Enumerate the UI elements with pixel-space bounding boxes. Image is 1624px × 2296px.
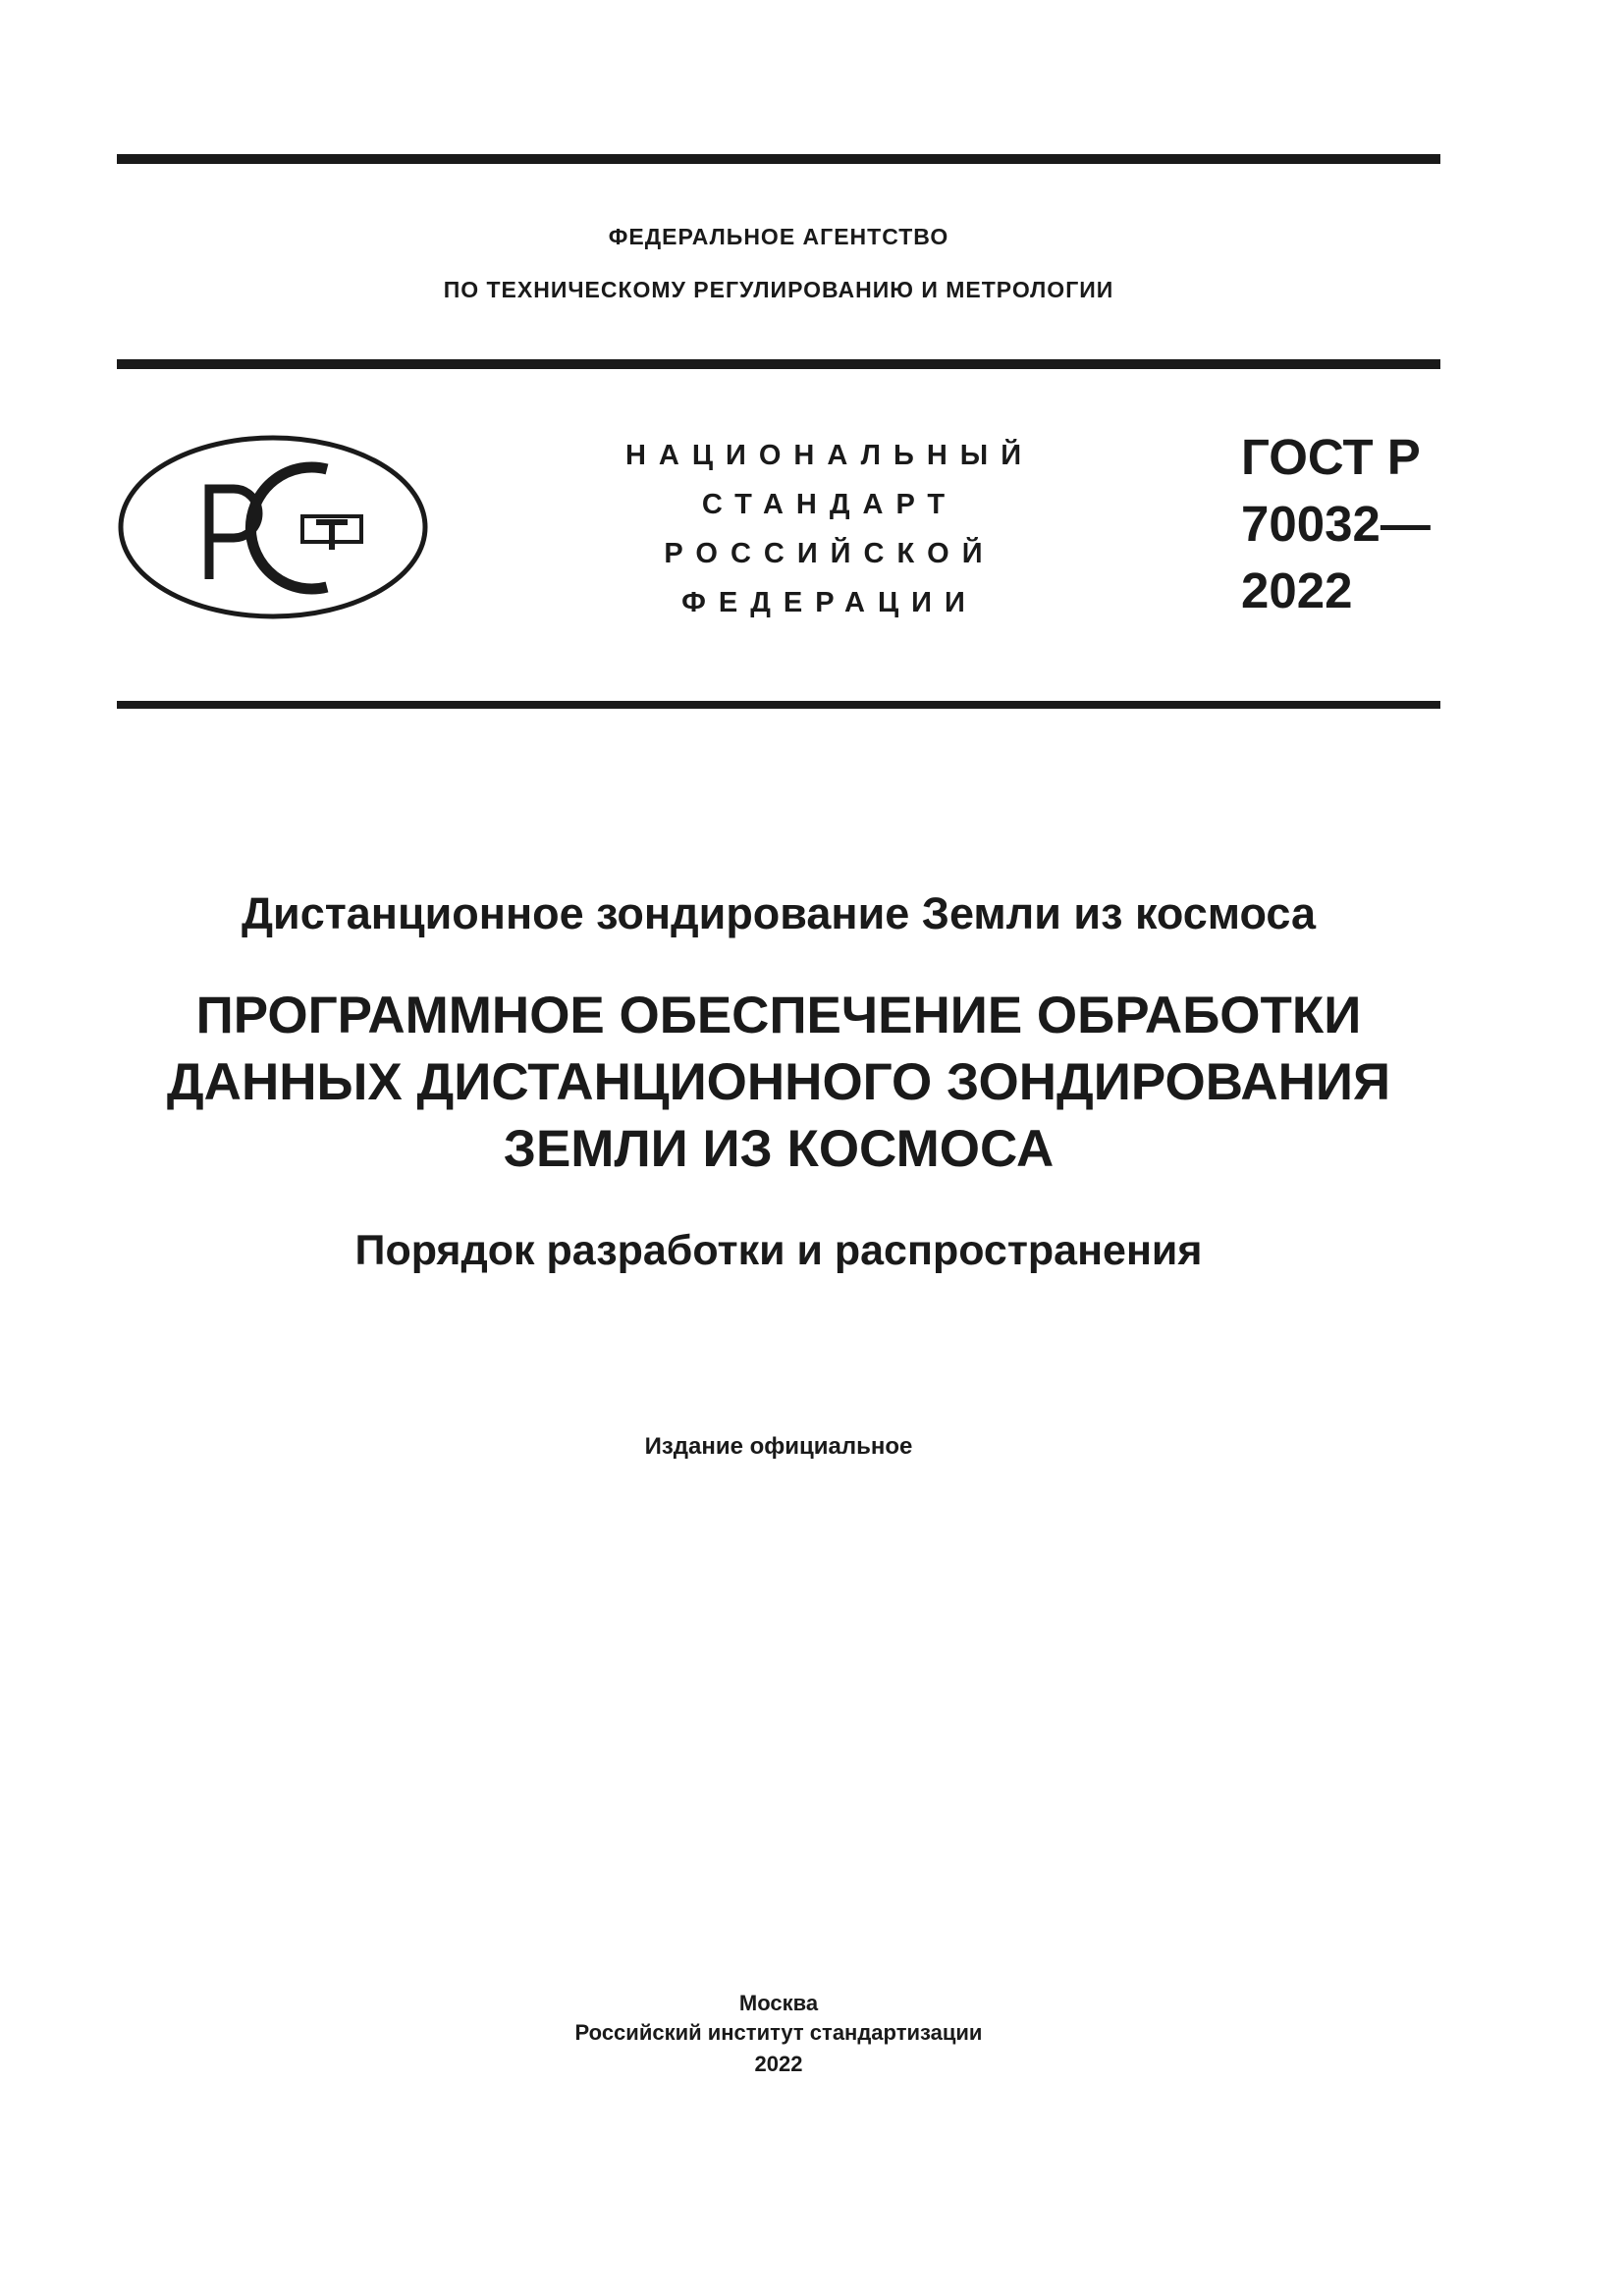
national-standard-line-1: НАЦИОНАЛЬНЫЙ xyxy=(624,440,1035,471)
main-title-line-3: ЗЕМЛИ ИЗ КОСМОСА xyxy=(503,1120,1055,1178)
edition-label: Издание официальное xyxy=(644,1433,913,1460)
gost-designation-line-3: 2022 xyxy=(1241,562,1353,618)
agency-line-1: ФЕДЕРАЛЬНОЕ АГЕНТСТВО xyxy=(608,224,949,249)
gost-designation-line-2: 70032— xyxy=(1241,496,1431,552)
imprint-publisher: Российский институт стандартизации xyxy=(574,2020,983,2045)
main-title-line-1: ПРОГРАММНОЕ ОБЕСПЕЧЕНИЕ ОБРАБОТКИ xyxy=(195,987,1362,1044)
gost-designation-line-1: ГОСТ Р xyxy=(1241,429,1421,485)
series-title: Дистанционное зондирование Земли из космоса xyxy=(241,888,1317,938)
masthead-bottom-rule xyxy=(117,701,1440,709)
imprint-city: Москва xyxy=(738,1991,819,2015)
national-standard-line-2: СТАНДАРТ xyxy=(701,489,958,520)
subtitle: Порядок разработки и распространения xyxy=(354,1227,1203,1274)
agency-line-2: ПО ТЕХНИЧЕСКОМУ РЕГУЛИРОВАНИЮ И МЕТРОЛОГИИ xyxy=(443,277,1114,302)
header-rule xyxy=(117,359,1440,369)
rst-logo-icon xyxy=(116,432,430,623)
top-rule xyxy=(117,154,1440,164)
national-standard-line-3: РОССИЙСКОЙ xyxy=(664,538,996,569)
main-title-line-2: ДАННЫХ ДИСТАНЦИОННОГО ЗОНДИРОВАНИЯ xyxy=(166,1053,1391,1111)
imprint-year: 2022 xyxy=(754,2052,803,2076)
national-standard-line-4: ФЕДЕРАЦИИ xyxy=(681,587,978,618)
